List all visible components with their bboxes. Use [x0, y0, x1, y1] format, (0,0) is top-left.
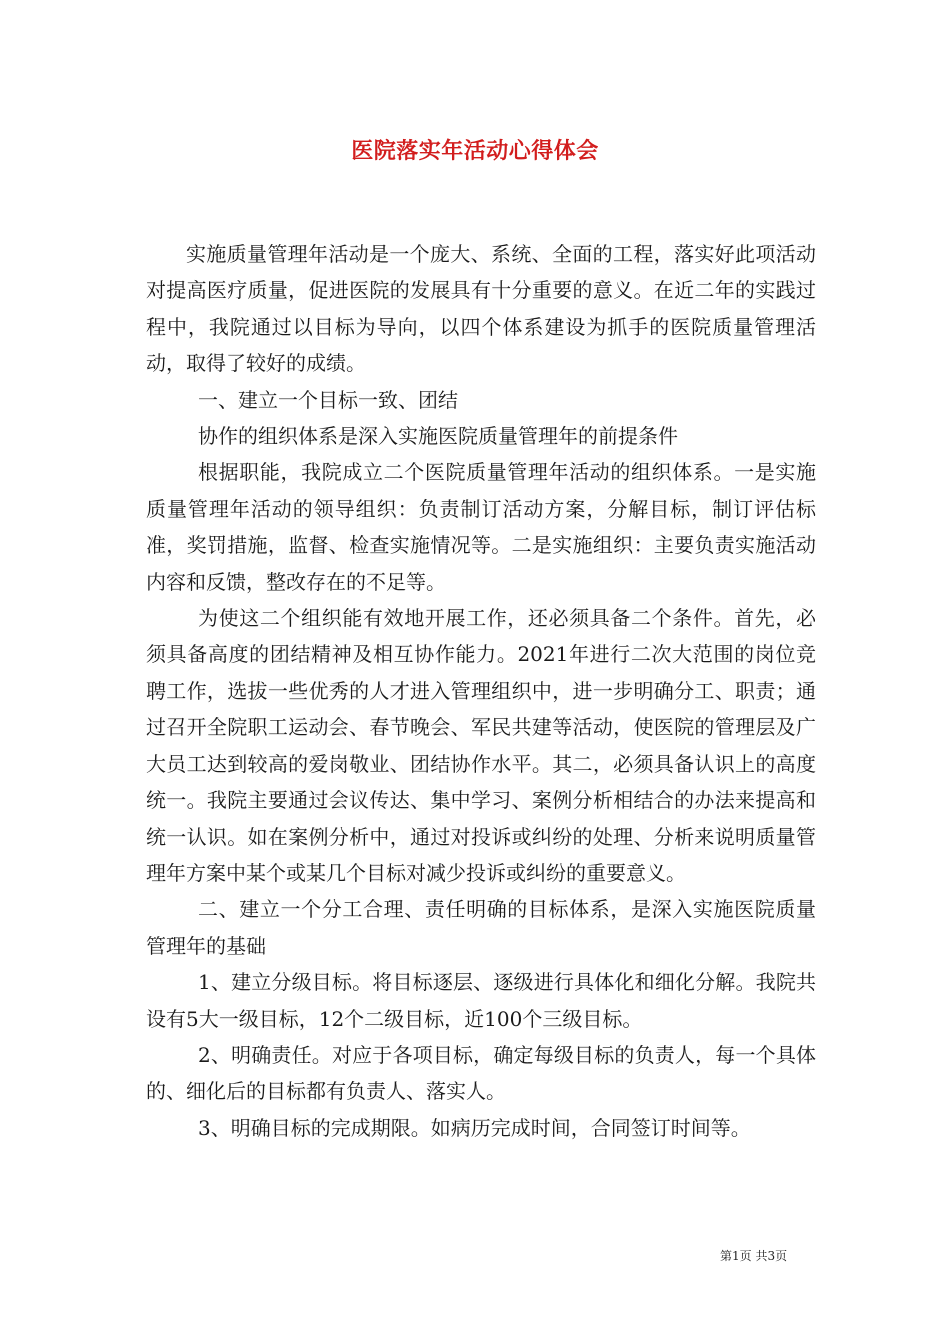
document-body [146, 236, 816, 1146]
section-heading-1-cont: 协作的组织体系是深入实施医院质量管理年的前提条件 [198, 424, 678, 449]
section-heading-1: 一、建立一个目标一致、团结 [198, 387, 458, 412]
list-item-2: 2、明确责任。对应于各项目标，确定每级目标的负责人，每一个具体的、细化后的目标都有负责人、落实人。 [146, 1042, 816, 1104]
paragraph-conditions: 为使这二个组织能有效地开展工作，还必须具备二个条件。首先，必须具备高度的团结精神及相互协作能力。2021年进行二次大范围的岗位竞聘工作，选拔一些优秀的人才进入管理组织中，进一步明确分工、职责；通过召开全院职工运动会、春节晚会、军民共建等活动，使医院的管理层及广大员工达到较高的爱岗敬业、团结协作水平。其二，必须具备认识上的高度统一。我院主要通过会议传达、集中学习、案例分析相结合的办法来提高和统一认识。如在案例分析中，通过对投诉或纠纷的处理、分析来说明质量管理年方案中某个或某几个目标对减少投诉或纠纷的重要意义。 [146, 606, 816, 885]
list-item-3: 3、明确目标的完成期限。如病历完成时间，合同签订时间等。 [198, 1115, 751, 1140]
section-heading-2: 二、建立一个分工合理、责任明确的目标体系，是深入实施医院质量管理年的基础 [146, 897, 816, 958]
paragraph-intro: 实施质量管理年活动是一个庞大、系统、全面的工程，落实好此项活动对提高医疗质量，促进医院的发展具有十分重要的意义。在近二年的实践过程中，我院通过以目标为导向，以四个体系建设为抓手的医院质量管理活动，取得了较好的成绩。 [146, 242, 816, 376]
page-number: 第1页 共3页 [720, 1249, 788, 1263]
list-item-1: 1、建立分级目标。将目标逐层、逐级进行具体化和细化分解。我院共设有5大一级目标，12个二级目标，近100个三级目标。 [146, 970, 816, 1031]
paragraph-org-system: 根据职能，我院成立二个医院质量管理年活动的组织体系。一是实施质量管理年活动的领导组织：负责制订活动方案，分解目标，制订评估标准，奖罚措施，监督、检查实施情况等。二是实施组织：主要负责实施活动内容和反馈，整改存在的不足等。 [146, 460, 816, 594]
document-title: 医院落实年活动心得体会 [351, 138, 599, 164]
